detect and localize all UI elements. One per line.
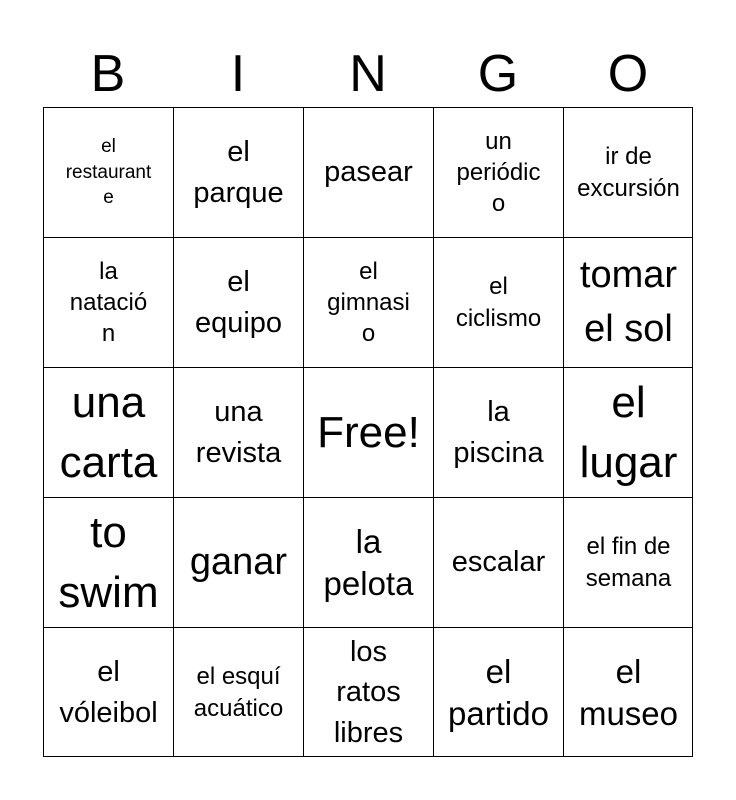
bingo-cell-r4c5 bbox=[563, 497, 693, 627]
bingo-header bbox=[43, 40, 693, 108]
bingo-cell-r1c2 bbox=[173, 107, 303, 237]
bingo-cell-r5c2 bbox=[173, 627, 303, 757]
bingo-cell-r4c3 bbox=[303, 497, 433, 627]
cell-text: el fin de semana bbox=[585, 533, 672, 592]
bingo-cell-r5c4 bbox=[433, 627, 563, 757]
header-letter-g: G bbox=[477, 45, 519, 103]
cell-text: un periódico bbox=[456, 127, 541, 218]
cell-text: pasear bbox=[324, 156, 413, 189]
cell-text: el lugar bbox=[579, 378, 678, 487]
bingo-cell-r5c1 bbox=[43, 627, 173, 757]
bingo-cell-r1c3 bbox=[303, 107, 433, 237]
bingo-cell-r5c3 bbox=[303, 627, 433, 757]
bingo-cell-r2c3 bbox=[303, 237, 433, 367]
cell-text: la piscina bbox=[453, 395, 544, 469]
bingo-cell-r1c1 bbox=[43, 107, 173, 237]
cell-text: el ciclismo bbox=[455, 273, 542, 332]
cell-text: el museo bbox=[578, 653, 679, 732]
bingo-cell-r3c4 bbox=[433, 367, 563, 497]
cell-text: una revista bbox=[195, 395, 282, 469]
cell-text: escalar bbox=[451, 546, 546, 579]
cell-text: el parque bbox=[193, 135, 284, 209]
cell-text: el gimnasio bbox=[327, 257, 410, 348]
bingo-board bbox=[43, 107, 693, 757]
bingo-cell-r3c5 bbox=[563, 367, 693, 497]
header-letter-b: B bbox=[90, 45, 126, 103]
bingo-cell-r3c3 bbox=[303, 367, 433, 497]
cell-text: tomar el sol bbox=[579, 254, 678, 350]
cell-text: el restaurante bbox=[65, 136, 152, 209]
bingo-cell-r1c4 bbox=[433, 107, 563, 237]
bingo-cell-r1c5 bbox=[563, 107, 693, 237]
cell-text: el esquí acuático bbox=[193, 663, 284, 722]
cell-text: la natación bbox=[69, 257, 148, 348]
bingo-cell-r2c5 bbox=[563, 237, 693, 367]
header-letter-o: O bbox=[607, 45, 649, 103]
bingo-cell-r5c5 bbox=[563, 627, 693, 757]
cell-text: ganar bbox=[189, 540, 288, 583]
bingo-cell-r4c2 bbox=[173, 497, 303, 627]
cell-text: la pelota bbox=[323, 523, 414, 602]
cell-text: to swim bbox=[58, 508, 159, 617]
cell-text: Free! bbox=[317, 407, 420, 457]
cell-text: los ratos libres bbox=[333, 635, 404, 749]
cell-text: ir de excursión bbox=[577, 143, 680, 202]
bingo-cell-r2c4 bbox=[433, 237, 563, 367]
bingo-cell-r3c1 bbox=[43, 367, 173, 497]
cell-text: el partido bbox=[448, 653, 549, 732]
cell-text: el equipo bbox=[194, 265, 283, 339]
cell-text: una carta bbox=[59, 378, 158, 487]
header-letter-n: N bbox=[349, 45, 387, 103]
bingo-cell-r3c2 bbox=[173, 367, 303, 497]
bingo-cell-r4c1 bbox=[43, 497, 173, 627]
cell-text: el vóleibol bbox=[59, 655, 158, 729]
bingo-cell-r2c2 bbox=[173, 237, 303, 367]
bingo-cell-r4c4 bbox=[433, 497, 563, 627]
bingo-cell-r2c1 bbox=[43, 237, 173, 367]
header-letter-i: I bbox=[230, 45, 246, 103]
